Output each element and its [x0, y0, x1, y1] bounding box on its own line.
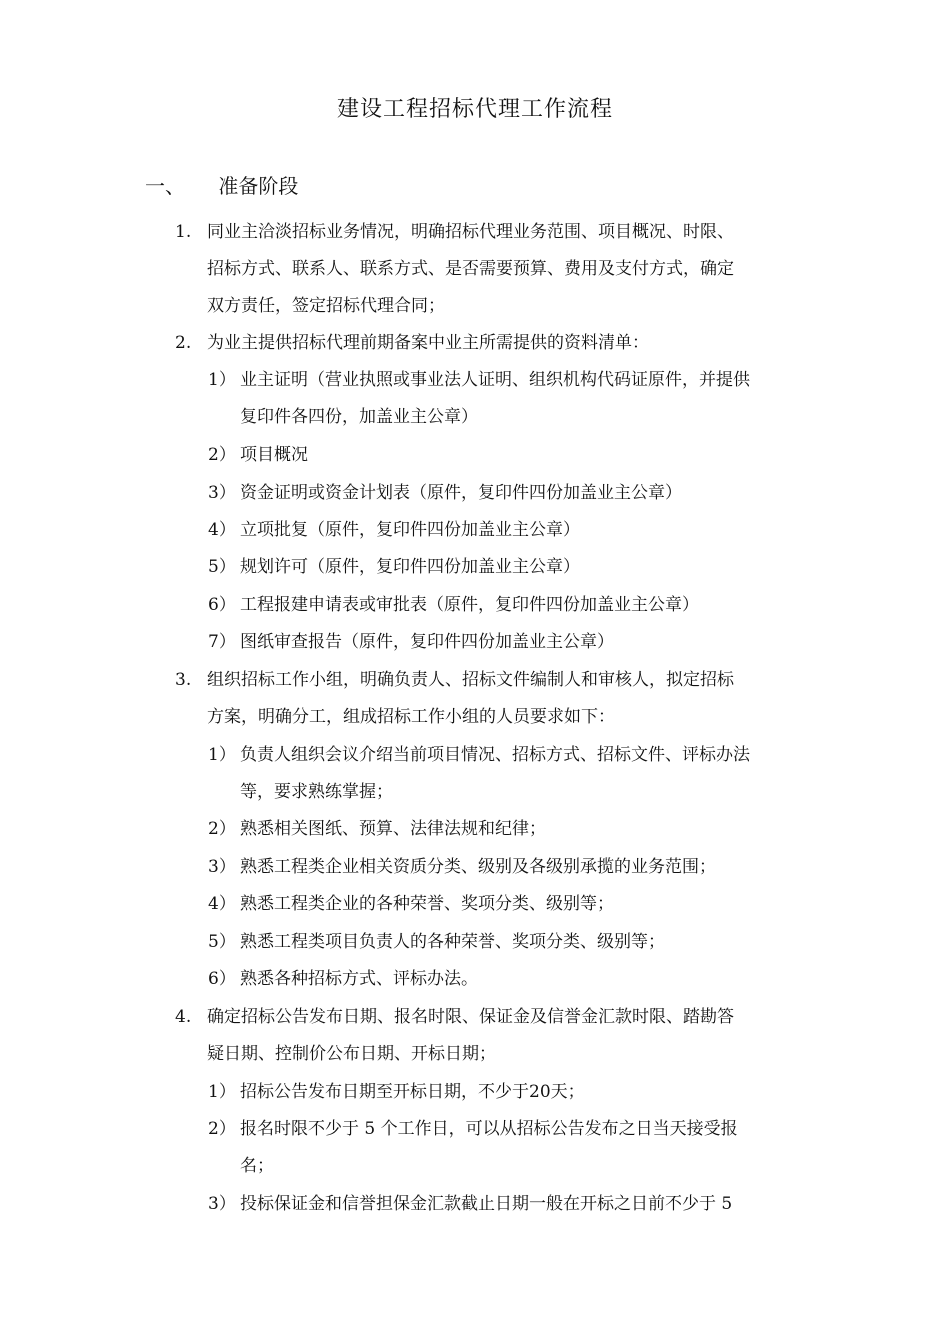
- item-number: 2）: [208, 1119, 236, 1139]
- item-number: 3.: [175, 670, 192, 690]
- item-text-continued: 方案，明确分工，组成招标工作小组的人员要求如下：: [207, 707, 615, 727]
- section-label: 准备阶段: [218, 174, 299, 198]
- item-number: 7）: [208, 632, 236, 652]
- item-text: 组织招标工作小组，明确负责人、招标文件编制人和审核人，拟定招标: [207, 670, 734, 690]
- document-title: 建设工程招标代理工作流程: [336, 97, 613, 122]
- sub-list-item: [208, 1192, 732, 1216]
- list-item: [175, 220, 734, 244]
- list-item: [175, 668, 734, 692]
- item-text: 为业主提供招标代理前期备案中业主所需提供的资料清单：: [207, 333, 649, 353]
- item-number: 1.: [175, 222, 192, 242]
- item-text: 负责人组织会议介绍当前项目情况、招标方式、招标文件、评标办法: [240, 745, 750, 765]
- item-text-continued: 招标方式、联系人、联系方式、是否需要预算、费用及支付方式，确定: [207, 259, 734, 279]
- item-text: 熟悉工程类项目负责人的各种荣誉、奖项分类、级别等；: [240, 932, 665, 952]
- item-text: 熟悉工程类企业的各种荣誉、奖项分类、级别等；: [240, 894, 614, 914]
- item-text: 招标公告发布日期至开标日期，不少于20天；: [240, 1082, 585, 1102]
- item-text: 资金证明或资金计划表（原件，复印件四份加盖业主公章）: [240, 483, 682, 503]
- sub-list-item: [208, 930, 665, 954]
- sub-list-item: [208, 630, 614, 654]
- item-number: 5）: [208, 557, 236, 577]
- item-number: 3）: [208, 1194, 236, 1214]
- sub-list-item: [208, 518, 580, 542]
- list-item: [175, 1005, 734, 1029]
- item-text-continued: 疑日期、控制价公布日期、开标日期；: [207, 1044, 496, 1064]
- sub-list-item: [208, 743, 750, 767]
- sub-list-item: [208, 892, 614, 916]
- item-number: 4）: [208, 520, 236, 540]
- item-number: 5）: [208, 932, 236, 952]
- item-text: 图纸审查报告（原件，复印件四份加盖业主公章）: [240, 632, 614, 652]
- sub-list-item: [208, 555, 580, 579]
- item-number: 1）: [208, 1082, 236, 1102]
- item-number: 6）: [208, 969, 236, 989]
- item-number: 1）: [208, 745, 236, 765]
- sub-list-item: [208, 817, 546, 841]
- item-text-continued: 名；: [240, 1156, 274, 1176]
- item-number: 2）: [208, 819, 236, 839]
- list-item: [175, 331, 649, 355]
- sub-list-item: [208, 593, 699, 617]
- item-number: 1）: [208, 370, 236, 390]
- item-text-continued: 复印件各四份，加盖业主公章）: [240, 407, 478, 427]
- item-text: 同业主洽淡招标业务情况，明确招标代理业务范围、项目概况、时限、: [207, 222, 734, 242]
- item-text: 投标保证金和信誉担保金汇款截止日期一般在开标之日前不少于 5: [240, 1194, 733, 1214]
- item-text-continued: 等，要求熟练掌握；: [240, 782, 393, 802]
- sub-list-item: [208, 368, 750, 392]
- item-number: 3）: [208, 857, 236, 877]
- item-text: 立项批复（原件，复印件四份加盖业主公章）: [240, 520, 580, 540]
- item-text: 确定招标公告发布日期、报名时限、保证金及信誉金汇款时限、踏勘答: [207, 1007, 734, 1027]
- item-text: 熟悉相关图纸、预算、法律法规和纪律；: [240, 819, 546, 839]
- item-text-continued: 双方责任，签定招标代理合同；: [207, 296, 445, 316]
- item-number: 3）: [208, 483, 236, 503]
- section-number: 一、: [145, 174, 185, 198]
- item-text: 项目概况: [240, 445, 308, 465]
- item-number: 6）: [208, 595, 236, 615]
- item-text: 熟悉各种招标方式、评标办法。: [240, 969, 478, 989]
- sub-list-item: [208, 443, 308, 467]
- item-text: 熟悉工程类企业相关资质分类、级别及各级别承揽的业务范围；: [240, 857, 716, 877]
- sub-list-item: [208, 967, 478, 991]
- section-heading: [145, 170, 298, 199]
- sub-list-item: [208, 481, 682, 505]
- item-text: 报名时限不少于 5 个工作日，可以从招标公告发布之日当天接受报: [240, 1119, 738, 1139]
- item-text: 工程报建申请表或审批表（原件，复印件四份加盖业主公章）: [240, 595, 699, 615]
- item-number: 4）: [208, 894, 236, 914]
- sub-list-item: [208, 1117, 738, 1141]
- item-text: 规划许可（原件，复印件四份加盖业主公章）: [240, 557, 580, 577]
- sub-list-item: [208, 855, 716, 879]
- item-text: 业主证明（营业执照或事业法人证明、组织机构代码证原件，并提供: [240, 370, 750, 390]
- item-number: 2.: [175, 333, 192, 353]
- sub-list-item: [208, 1080, 585, 1104]
- item-number: 4.: [175, 1007, 192, 1027]
- item-number: 2）: [208, 445, 236, 465]
